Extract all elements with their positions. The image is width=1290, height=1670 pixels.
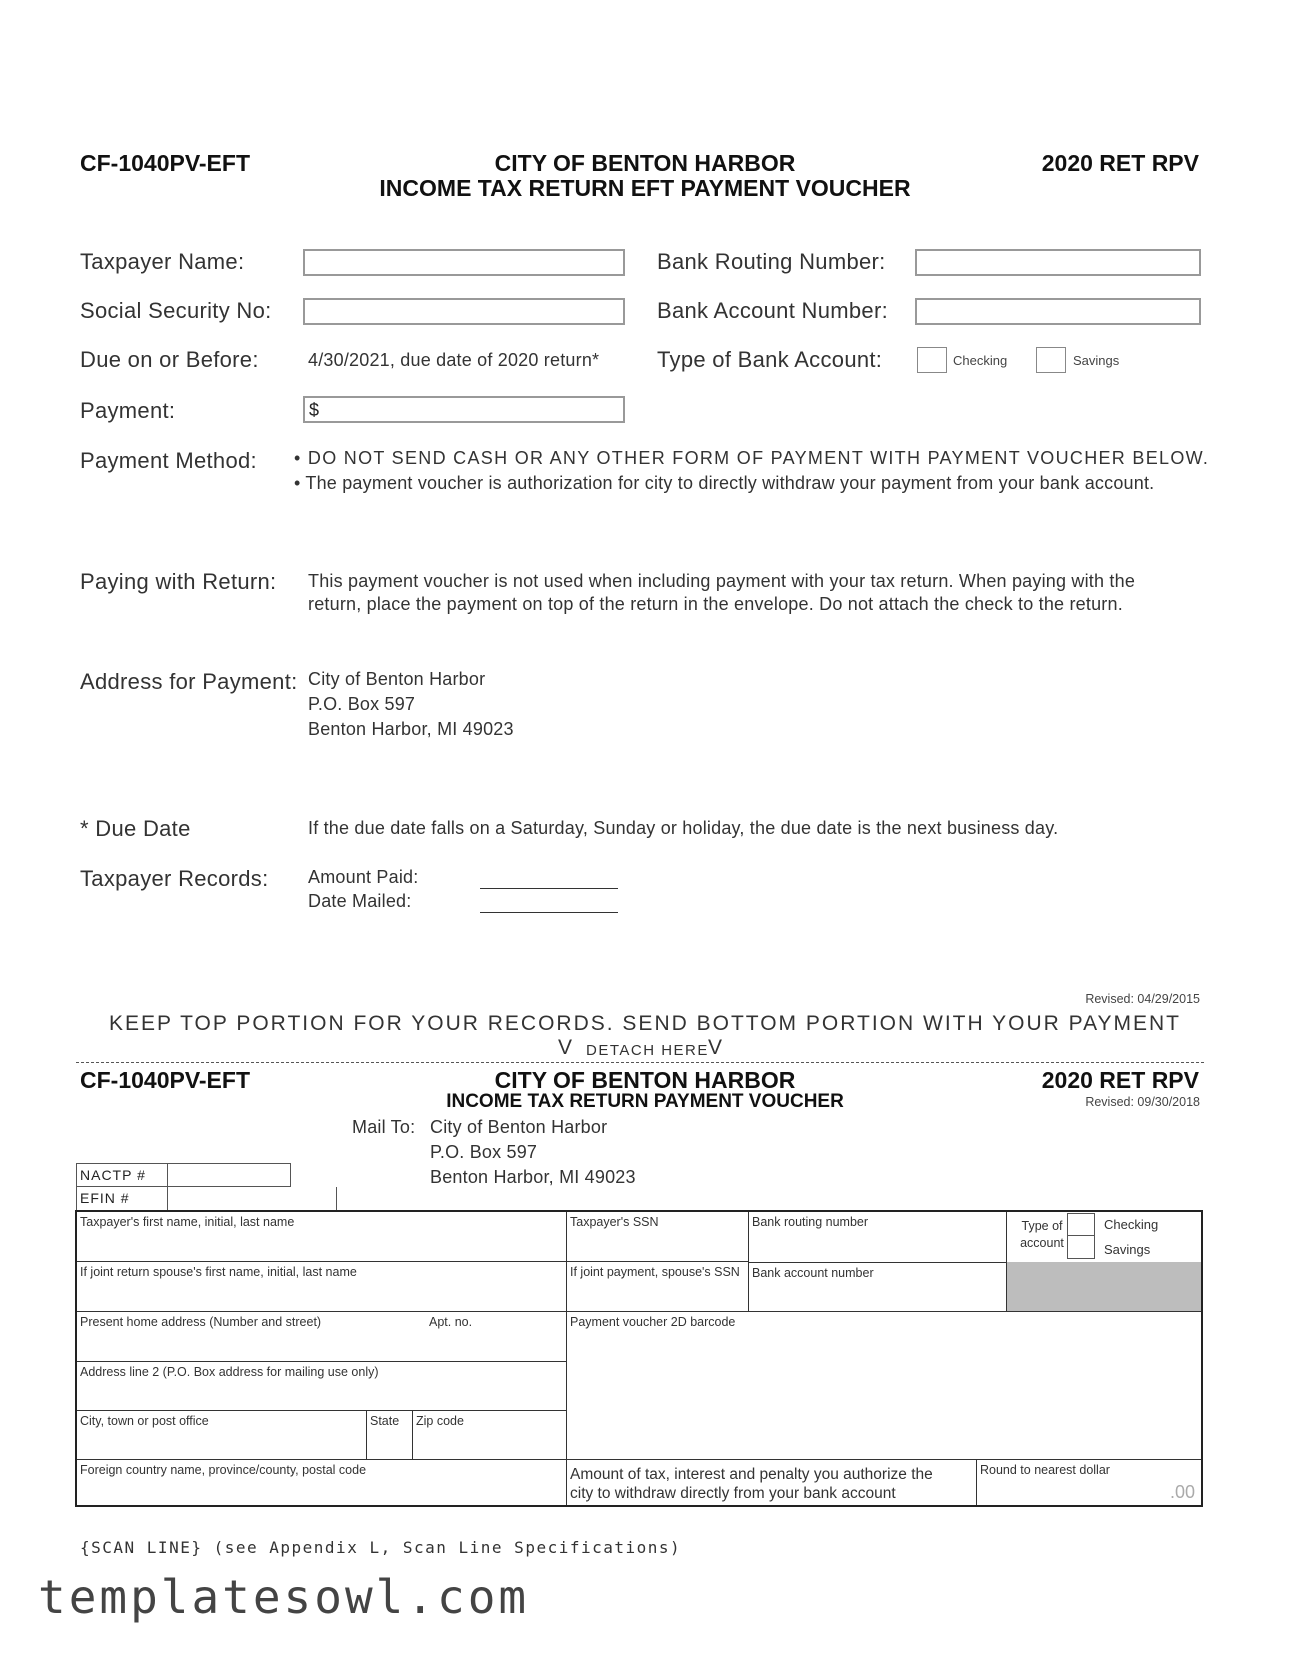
- taxpayer-records-label: Taxpayer Records:: [80, 866, 269, 891]
- payment-label: Payment:: [80, 398, 176, 423]
- city-field[interactable]: [77, 1411, 367, 1460]
- state-field[interactable]: [367, 1411, 413, 1460]
- address2-label: Address line 2 (P.O. Box address for mailing use only): [80, 1365, 379, 1379]
- foreign-field[interactable]: [77, 1460, 567, 1505]
- zip-field[interactable]: [413, 1411, 567, 1460]
- address-line-1: City of Benton Harbor: [308, 669, 486, 689]
- efin-label: EFIN #: [80, 1190, 130, 1206]
- bank-routing-label: Bank Routing Number:: [657, 249, 886, 274]
- voucher-savings-checkbox[interactable]: [1067, 1236, 1095, 1259]
- detach-arrow-left-icon: V: [558, 1036, 573, 1059]
- ssn-label: Taxpayer's SSN: [570, 1215, 659, 1229]
- spouse-ssn-field[interactable]: [567, 1262, 749, 1312]
- spouse-name-label: If joint return spouse's first name, initial, last name: [80, 1265, 357, 1279]
- voucher-title: INCOME TAX RETURN PAYMENT VOUCHER: [446, 1091, 844, 1112]
- form-id: CF-1040PV-EFT: [80, 150, 250, 176]
- cents-label: .00: [1169, 1482, 1195, 1502]
- amount-field[interactable]: [977, 1460, 1201, 1505]
- bank-account-label: Bank account number: [752, 1266, 874, 1280]
- address-line-2: P.O. Box 597: [308, 694, 416, 714]
- authorize-line-2: city to withdraw directly from your bank account: [570, 1485, 896, 1502]
- efin-box: [76, 1187, 337, 1211]
- nactp-box: [76, 1163, 291, 1187]
- watermark: templatesowl.com: [38, 1570, 530, 1624]
- mail-line-1: City of Benton Harbor: [430, 1117, 608, 1137]
- home-address-label: Present home address (Number and street): [80, 1315, 322, 1329]
- home-address-field[interactable]: [77, 1312, 567, 1362]
- taxpayer-name-input[interactable]: [303, 249, 625, 276]
- ssn-input[interactable]: [303, 298, 625, 325]
- first-name-label: Taxpayer's first name, initial, last name: [80, 1215, 295, 1229]
- voucher-savings-label: Savings: [1104, 1242, 1151, 1257]
- savings-label: Savings: [1073, 353, 1120, 368]
- taxpayer-name-label: Taxpayer Name:: [80, 249, 245, 274]
- voucher-title: INCOME TAX RETURN EFT PAYMENT VOUCHER: [379, 175, 911, 201]
- nactp-input[interactable]: [167, 1164, 293, 1186]
- due-label: Due on or Before:: [80, 347, 259, 372]
- detach-here-text: DETACH HERE: [586, 1042, 709, 1059]
- account-label: account: [1020, 1236, 1064, 1250]
- top-revised: Revised: 04/29/2015: [1085, 992, 1200, 1006]
- voucher-checking-checkbox[interactable]: [1067, 1213, 1095, 1236]
- detach-line: [76, 1062, 1204, 1063]
- address-line-3: Benton Harbor, MI 49023: [308, 719, 514, 739]
- mail-to-label: Mail To:: [352, 1117, 416, 1137]
- first-name-field[interactable]: [77, 1212, 567, 1262]
- type-of-label: Type of: [1021, 1219, 1063, 1233]
- routing-field[interactable]: [749, 1212, 1007, 1262]
- ssn-field[interactable]: [567, 1212, 749, 1262]
- payment-input[interactable]: [303, 396, 625, 423]
- paying-with-return-line-2: return, place the payment on top of the return in the envelope. Do not attach the check to the return.: [308, 594, 1123, 614]
- apt-label: Apt. no.: [429, 1315, 473, 1329]
- bank-account-label: Bank Account Number:: [657, 298, 889, 323]
- mail-line-3: Benton Harbor, MI 49023: [430, 1167, 636, 1187]
- payment-method-label: Payment Method:: [80, 448, 257, 473]
- mail-line-2: P.O. Box 597: [430, 1142, 538, 1162]
- bank-account-input[interactable]: [915, 298, 1201, 325]
- method-bullet-1: • DO NOT SEND CASH OR ANY OTHER FORM OF PAYMENT WITH PAYMENT VOUCHER BELOW.: [294, 448, 1210, 468]
- bank-routing-input[interactable]: [915, 249, 1201, 276]
- date-mailed-line[interactable]: [480, 892, 618, 913]
- amount-paid-line[interactable]: [480, 868, 618, 889]
- detach-arrow-right-icon: V: [708, 1036, 723, 1059]
- authorize-cell: [567, 1460, 977, 1505]
- voucher-city-title: CITY OF BENTON HARBOR: [494, 1067, 796, 1093]
- address2-field[interactable]: [77, 1362, 567, 1411]
- zip-label: Zip code: [416, 1414, 464, 1428]
- city-label: City, town or post office: [80, 1414, 209, 1428]
- efin-input[interactable]: [167, 1187, 338, 1210]
- authorize-text: [570, 1465, 933, 1503]
- due-value: 4/30/2021, due date of 2020 return*: [308, 350, 600, 370]
- dollar-sign: $: [309, 400, 320, 420]
- round-label: Round to nearest dollar: [980, 1463, 1110, 1477]
- year-code: 2020 RET RPV: [1041, 150, 1199, 176]
- foreign-label: Foreign country name, province/county, postal code: [80, 1463, 367, 1477]
- paying-with-return-line-1: This payment voucher is not used when including payment with your tax return. When paying with the: [308, 571, 1136, 591]
- voucher-year-code: 2020 RET RPV: [1041, 1067, 1199, 1093]
- account-type-label: Type of Bank Account:: [657, 347, 883, 372]
- authorize-line-1: Amount of tax, interest and penalty you authorize the: [570, 1466, 933, 1483]
- due-date-note-text: If the due date falls on a Saturday, Sunday or holiday, the due date is the next business day.: [308, 818, 1059, 838]
- method-bullet-2: • The payment voucher is authorization for city to directly withdraw your payment from your bank account.: [294, 473, 1155, 493]
- shaded-area: [1007, 1262, 1201, 1312]
- due-date-note-label: * Due Date: [80, 816, 191, 841]
- checking-checkbox[interactable]: [917, 347, 947, 373]
- voucher-revised: Revised: 09/30/2018: [1085, 1095, 1200, 1109]
- barcode-label: Payment voucher 2D barcode: [570, 1315, 736, 1329]
- nactp-label: NACTP #: [80, 1167, 146, 1183]
- routing-label: Bank routing number: [752, 1215, 869, 1229]
- paying-with-return-label: Paying with Return:: [80, 569, 277, 594]
- spouse-ssn-label: If joint payment, spouse's SSN: [570, 1265, 740, 1279]
- amount-paid-label: Amount Paid:: [308, 867, 419, 887]
- address-label: Address for Payment:: [80, 669, 298, 694]
- date-mailed-label: Date Mailed:: [308, 891, 412, 911]
- voucher-form-id: CF-1040PV-EFT: [80, 1067, 250, 1093]
- voucher-checking-label: Checking: [1104, 1217, 1159, 1232]
- spouse-name-field[interactable]: [77, 1262, 567, 1312]
- ssn-label: Social Security No:: [80, 298, 272, 323]
- state-label: State: [370, 1414, 400, 1428]
- barcode-area: [567, 1312, 1201, 1460]
- city-title: CITY OF BENTON HARBOR: [494, 150, 796, 176]
- savings-checkbox[interactable]: [1036, 347, 1066, 373]
- voucher-grid: [75, 1210, 1203, 1507]
- keep-top-portion-text: KEEP TOP PORTION FOR YOUR RECORDS. SEND BOTTOM PORTION WITH YOUR PAYMENT: [108, 1012, 1182, 1035]
- bank-account-field[interactable]: [749, 1262, 1007, 1312]
- scan-line: {SCAN LINE} (see Appendix L, Scan Line Specifications): [80, 1538, 682, 1557]
- checking-label: Checking: [953, 353, 1008, 368]
